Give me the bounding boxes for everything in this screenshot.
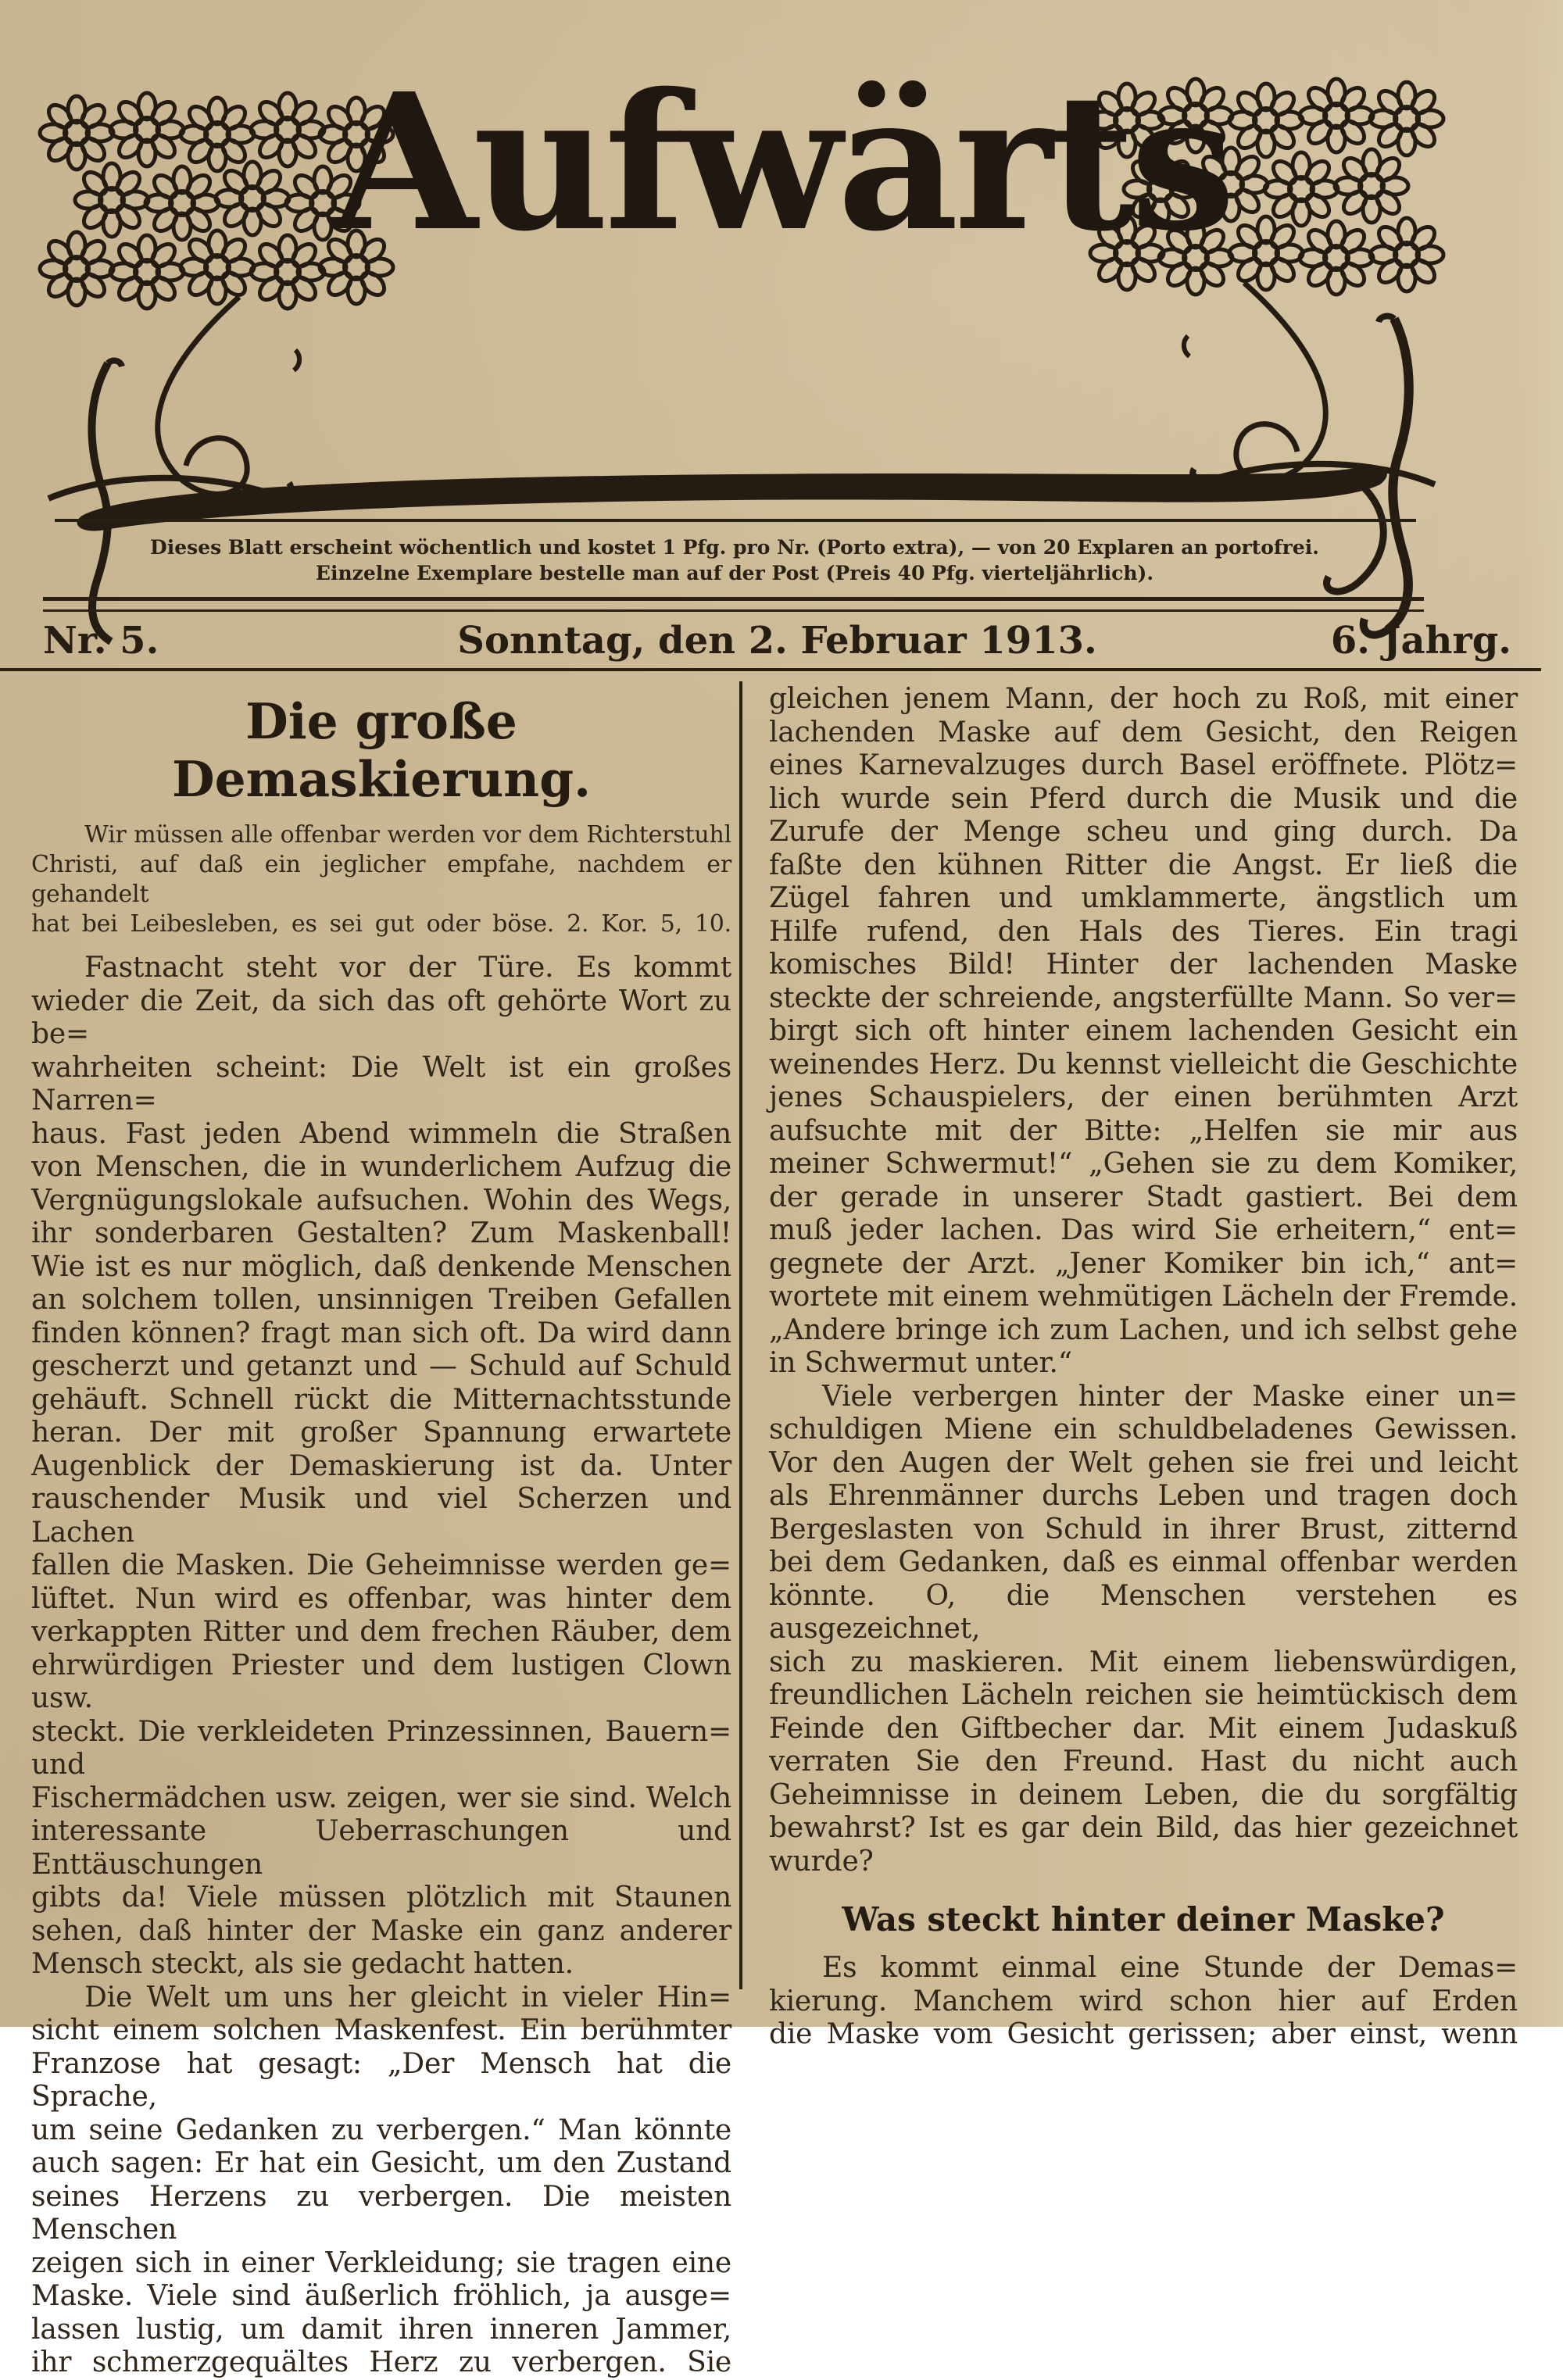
text-line: Es kommt einmal eine Stunde der Demas= bbox=[822, 1952, 1518, 1984]
text-line: Zügel fahren und umklammerte, ängstlich um bbox=[769, 882, 1518, 914]
article-body-right-2 bbox=[769, 1952, 1518, 2052]
text-line: Bergeslasten von Schuld in ihrer Brust, zitternd bbox=[769, 1513, 1518, 1546]
text-line: an solchem tollen, unsinnigen Treiben Gefallen bbox=[31, 1284, 731, 1316]
text-line: steckte der schreiende, angsterfüllte Mann. So ver= bbox=[769, 981, 1518, 1014]
rule-under-dateline bbox=[0, 668, 1541, 671]
text-line: gehäuft. Schnell rückt die Mitternachtsstunde bbox=[31, 1383, 731, 1416]
text-line: bewahrst? Ist es gar dein Bild, das hier gezeichnet bbox=[769, 1812, 1518, 1844]
text-line: weinendes Herz. Du kennst vielleicht die Geschichte bbox=[769, 1048, 1518, 1081]
text-line: Wie ist es nur möglich, daß denkende Menschen bbox=[31, 1250, 731, 1283]
text-line: hat bei Leibesleben, es sei gut oder böse. 2. Kor. 5, 10. bbox=[31, 910, 731, 938]
text-line: faßte den kühnen Ritter die Angst. Er ließ die bbox=[769, 849, 1518, 881]
epigraph bbox=[31, 820, 731, 939]
text-line: gegnete der Arzt. „Jener Komiker bin ich,“ ant= bbox=[769, 1247, 1518, 1280]
text-line: die Maske vom Gesicht gerissen; aber einst, wenn bbox=[769, 2018, 1518, 2050]
text-line: eines Karnevalzuges durch Basel eröffnete. Plötz= bbox=[769, 749, 1518, 781]
text-line: verkappten Ritter und dem frechen Räuber, dem bbox=[31, 1616, 731, 1648]
article-title: Die große Demaskierung. bbox=[171, 692, 592, 808]
text-line: birgt sich oft hinter einem lachenden Gesicht ein bbox=[769, 1015, 1518, 1047]
text-line: bei dem Gedanken, daß es einmal offenbar werden bbox=[769, 1546, 1518, 1578]
subscription-notice bbox=[47, 534, 1422, 586]
text-line: auch sagen: Er hat ein Gesicht, um den Zustand bbox=[31, 2147, 731, 2179]
text-line: Zurufe der Menge scheu und ging durch. Da bbox=[769, 816, 1518, 848]
text-line: Augenblick der Demaskierung ist da. Unter bbox=[31, 1449, 731, 1482]
text-line: seines Herzens zu verbergen. Die meisten Menschen bbox=[31, 2180, 731, 2246]
text-line: lassen lustig, um damit ihren inneren Jammer, bbox=[31, 2313, 731, 2346]
text-line: sicht einem solchen Maskenfest. Ein berühmter bbox=[31, 2014, 731, 2046]
text-line: Fastnacht steht vor der Türe. Es kommt bbox=[84, 952, 731, 984]
rule-thin bbox=[55, 519, 1416, 522]
text-line: in Schwermut unter.“ bbox=[769, 1347, 1072, 1379]
text-line: Feinde den Giftbecher dar. Mit einem Judaskuß bbox=[769, 1712, 1518, 1745]
text-line: Fischermädchen usw. zeigen, wer sie sind. Welch bbox=[31, 1781, 731, 1814]
text-line: Franzose hat gesagt: „Der Mensch hat die Sprache, bbox=[31, 2047, 731, 2113]
masthead bbox=[0, 0, 1563, 686]
text-line: Hilfe rufend, den Hals des Tieres. Ein tragi bbox=[769, 915, 1518, 948]
text-line: Vor den Augen der Welt gehen sie frei und leicht bbox=[769, 1446, 1518, 1479]
volume-number: 6. Jahrg. bbox=[1330, 619, 1511, 663]
text-line: aufsuchte mit der Bitte: „Helfen sie mir aus bbox=[769, 1114, 1518, 1147]
text-line: schuldigen Miene ein schuldbeladenes Gewissen. bbox=[769, 1413, 1518, 1446]
notice-line-1: Dieses Blatt erscheint wöchentlich und kostet 1 Pfg. pro Nr. (Porto extra), — von 20 Explaren an portofrei. bbox=[150, 536, 1319, 559]
text-line: könnte. O, die Menschen verstehen es ausgezeichnet, bbox=[769, 1579, 1518, 1645]
dateline-date: Sonntag, den 2. Februar 1913. bbox=[457, 619, 1097, 663]
text-line: lüftet. Nun wird es offenbar, was hinter dem bbox=[31, 1582, 731, 1615]
text-line: lich wurde sein Pferd durch die Musik und die bbox=[769, 782, 1518, 815]
text-line: „Andere bringe ich zum Lachen, und ich selbst gehe bbox=[769, 1313, 1518, 1346]
text-line: gescherzt und getanzt und — Schuld auf Schuld bbox=[31, 1350, 731, 1382]
text-line: kierung. Manchem wird schon hier auf Erden bbox=[769, 1985, 1518, 2017]
rule-double bbox=[43, 597, 1424, 612]
text-line: zeigen sich in einer Verkleidung; sie tragen eine bbox=[31, 2246, 731, 2279]
article-body-left bbox=[31, 952, 731, 2380]
masthead-title: Aufwärts bbox=[331, 52, 1232, 273]
text-line: ihr sonderbaren Gestalten? Zum Maskenball! bbox=[31, 1217, 731, 1249]
text-line: Wir müssen alle offenbar werden vor dem Richterstuhl bbox=[84, 821, 731, 849]
text-line: finden können? fragt man sich oft. Da wird dann bbox=[31, 1317, 731, 1349]
text-line: ehrwürdigen Priester und dem lustigen Clown usw. bbox=[31, 1649, 731, 1714]
text-line: Viele verbergen hinter der Maske einer un= bbox=[822, 1380, 1518, 1413]
text-line: als Ehrenmänner durchs Leben und tragen doch bbox=[769, 1480, 1518, 1512]
text-line: ihr schmerzgequältes Herz zu verbergen. Sie bbox=[31, 2346, 731, 2378]
text-line: jenes Schauspielers, der einen berühmten Arzt bbox=[769, 1081, 1518, 1113]
text-line: Mensch steckt, als sie gedacht hatten. bbox=[31, 1948, 574, 1980]
text-line: sehen, daß hinter der Maske ein ganz anderer bbox=[31, 1914, 731, 1947]
column-left bbox=[31, 681, 731, 2378]
text-line: interessante Ueberraschungen und Enttäuschungen bbox=[31, 1815, 731, 1881]
text-line: um seine Gedanken zu verbergen.“ Man könnte bbox=[31, 2114, 731, 2146]
section-subheading: Was steckt hinter deiner Maske? bbox=[842, 1900, 1445, 1939]
dateline bbox=[43, 619, 1511, 663]
text-line: meiner Schwermut!“ „Gehen sie zu dem Komiker, bbox=[769, 1148, 1518, 1180]
text-line: Maske. Viele sind äußerlich fröhlich, ja ausge= bbox=[31, 2280, 731, 2312]
text-line: steckt. Die verkleideten Prinzessinnen, Bauern= und bbox=[31, 1715, 731, 1781]
issue-number: Nr. 5. bbox=[43, 619, 159, 663]
text-line: Die Welt um uns her gleicht in vieler Hin= bbox=[84, 1981, 731, 2014]
text-line: fallen die Masken. Die Geheimnisse werden ge= bbox=[31, 1549, 731, 1581]
text-line: lachenden Maske auf dem Gesicht, den Reigen bbox=[769, 716, 1518, 749]
text-line: wortete mit einem wehmütigen Lächeln der Fremde. bbox=[769, 1281, 1518, 1313]
column-right bbox=[742, 681, 1518, 2050]
notice-line-2: Einzelne Exemplare bestelle man auf der Post (Preis 40 Pfg. vierteljährlich). bbox=[315, 562, 1154, 584]
text-line: haus. Fast jeden Abend wimmeln die Straßen bbox=[31, 1117, 731, 1150]
text-line: wahrheiten scheint: Die Welt ist ein großes Narren= bbox=[31, 1051, 731, 1117]
text-line: komisches Bild! Hinter der lachenden Maske bbox=[769, 949, 1518, 981]
text-line: gleichen jenem Mann, der hoch zu Roß, mit einer bbox=[769, 683, 1518, 715]
article-body-right-1 bbox=[769, 683, 1518, 1878]
text-line: freundlichen Lächeln reichen sie heimtückisch dem bbox=[769, 1679, 1518, 1711]
text-line: gibts da! Viele müssen plötzlich mit Staunen bbox=[31, 1881, 731, 1914]
text-line: Geheimnisse in deinem Leben, die du sorgfältig bbox=[769, 1778, 1518, 1811]
text-line: rauschender Musik und viel Scherzen und Lachen bbox=[31, 1483, 731, 1549]
text-line: sich zu maskieren. Mit einem liebenswürdigen, bbox=[769, 1646, 1518, 1678]
text-line: der gerade in unserer Stadt gastiert. Bei dem bbox=[769, 1181, 1518, 1213]
text-line: wurde? bbox=[769, 1845, 874, 1878]
text-line: muß jeder lachen. Das wird Sie erheitern,“ ent= bbox=[769, 1214, 1518, 1246]
article-columns bbox=[31, 681, 1518, 2378]
text-line: von Menschen, die in wunderlichem Aufzug die bbox=[31, 1151, 731, 1183]
text-line: verraten Sie den Freund. Hast du nicht auch bbox=[769, 1746, 1518, 1778]
text-line: Vergnügungslokale aufsuchen. Wohin des Wegs, bbox=[31, 1184, 731, 1217]
text-line: Christi, auf daß ein jeglicher empfahe, nachdem er gehandelt bbox=[31, 851, 731, 908]
text-line: heran. Der mit großer Spannung erwartete bbox=[31, 1417, 731, 1449]
text-line: wieder die Zeit, da sich das oft gehörte Wort zu be= bbox=[31, 985, 731, 1050]
